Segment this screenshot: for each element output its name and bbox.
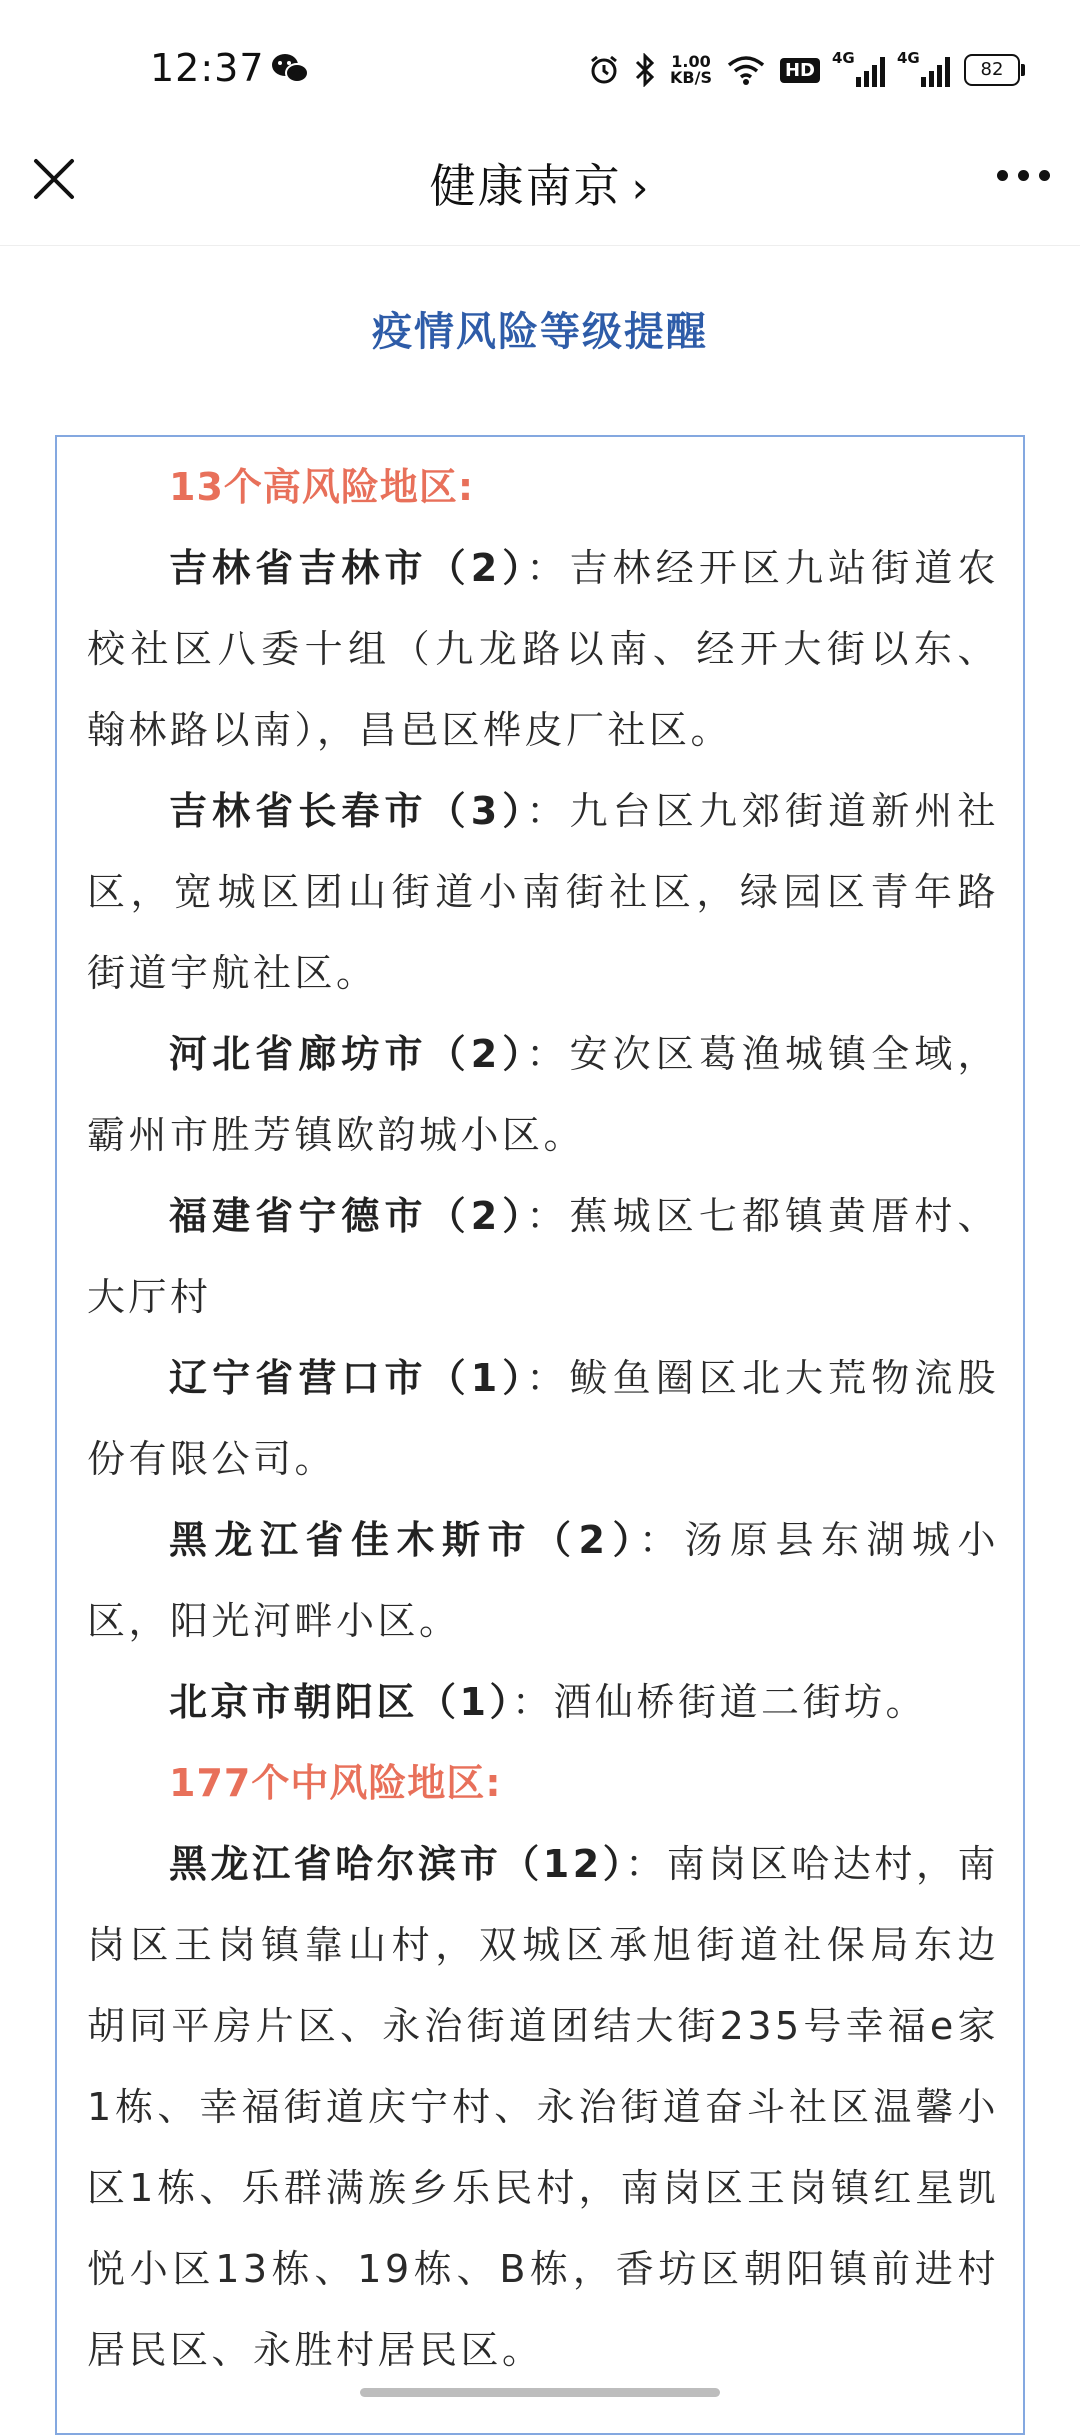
battery-icon: 82 [964,54,1020,86]
wifi-icon [726,54,766,86]
high-risk-entry [87,528,999,771]
alarm-icon [588,54,620,86]
entry-place: 辽宁省营口市（1） [169,1356,527,1400]
home-indicator[interactable] [360,2388,720,2397]
entry-text: ：南岗区哈达村，南岗区王岗镇靠山村，双城区承旭街道社保局东边胡同平房片区、永治街道团结大街235号幸福e家1栋、幸福街道庆宁村、永治街道奋斗社区温馨小区1栋、乐群满族乡乐民村，南岗区王岗镇红星凯悦小区13栋、19栋、B栋，香坊区朝阳镇前进村居民区、永胜村居民区。 [87,1842,999,2372]
sim1-label: 4G [832,49,855,67]
high-risk-title: 13个高风险地区: [169,465,475,509]
page-title[interactable] [0,150,1080,216]
nav-bar [0,140,1080,246]
more-options-icon[interactable] [997,170,1050,181]
high-risk-entry [87,1500,999,1662]
high-risk-entry [87,1176,999,1338]
high-risk-entry [87,771,999,1014]
account-name[interactable]: 健康南京 [429,159,622,213]
medium-risk-entry [87,1824,999,2391]
entry-place: 河北省廊坊市（2） [169,1032,527,1076]
entry-text: ：鲅鱼圈区北大荒物流股份有限公司。 [87,1356,999,1481]
high-risk-entry [87,1662,999,1743]
status-bar [0,0,1080,140]
entry-place: 吉林省长春市（3） [169,789,527,833]
entry-text: ：汤原县东湖城小区，阳光河畔小区。 [87,1518,999,1643]
entry-text: ：蕉城区七都镇黄厝村、大厅村 [87,1194,999,1319]
high-risk-entry [87,1338,999,1500]
article-content [87,447,999,2391]
chevron-right-icon: › [631,163,651,212]
sim2-label: 4G [897,49,920,67]
entry-text: ：吉林经开区九站街道农校社区八委十组（九龙路以南、经开大街以东、翰林路以南），昌邑区桦皮厂社区。 [87,546,999,752]
signal-sim2-icon [897,49,950,87]
network-speed-unit: KB/S [670,68,712,87]
hd-badge: HD [780,58,820,83]
article-content-box [55,435,1025,2435]
medium-risk-title: 177个中风险地区: [169,1761,502,1805]
status-icons [588,50,1020,90]
signal-sim1-icon [832,49,885,87]
bluetooth-icon [634,53,656,87]
entry-place: 黑龙江省佳木斯市（2） [169,1518,639,1562]
article-heading: 疫情风险等级提醒 [372,309,708,355]
entry-place: 黑龙江省哈尔滨市（12） [169,1842,626,1886]
entry-place: 福建省宁德市（2） [169,1194,527,1238]
network-speed-value: 1.00 [671,52,711,71]
entry-text: ：酒仙桥街道二街坊。 [511,1680,927,1724]
entry-text: ：安次区葛渔城镇全域，霸州市胜芳镇欧韵城小区。 [87,1032,999,1157]
high-risk-entry [87,1014,999,1176]
status-time: 12:37 [150,46,265,90]
entry-place: 北京市朝阳区（1） [169,1680,512,1724]
entry-place: 吉林省吉林市（2） [169,546,527,590]
wechat-icon [270,52,310,86]
network-speed [670,54,712,86]
entry-text: ：九台区九郊街道新州社区，宽城区团山街道小南街社区，绿园区青年路街道宇航社区。 [87,789,999,995]
